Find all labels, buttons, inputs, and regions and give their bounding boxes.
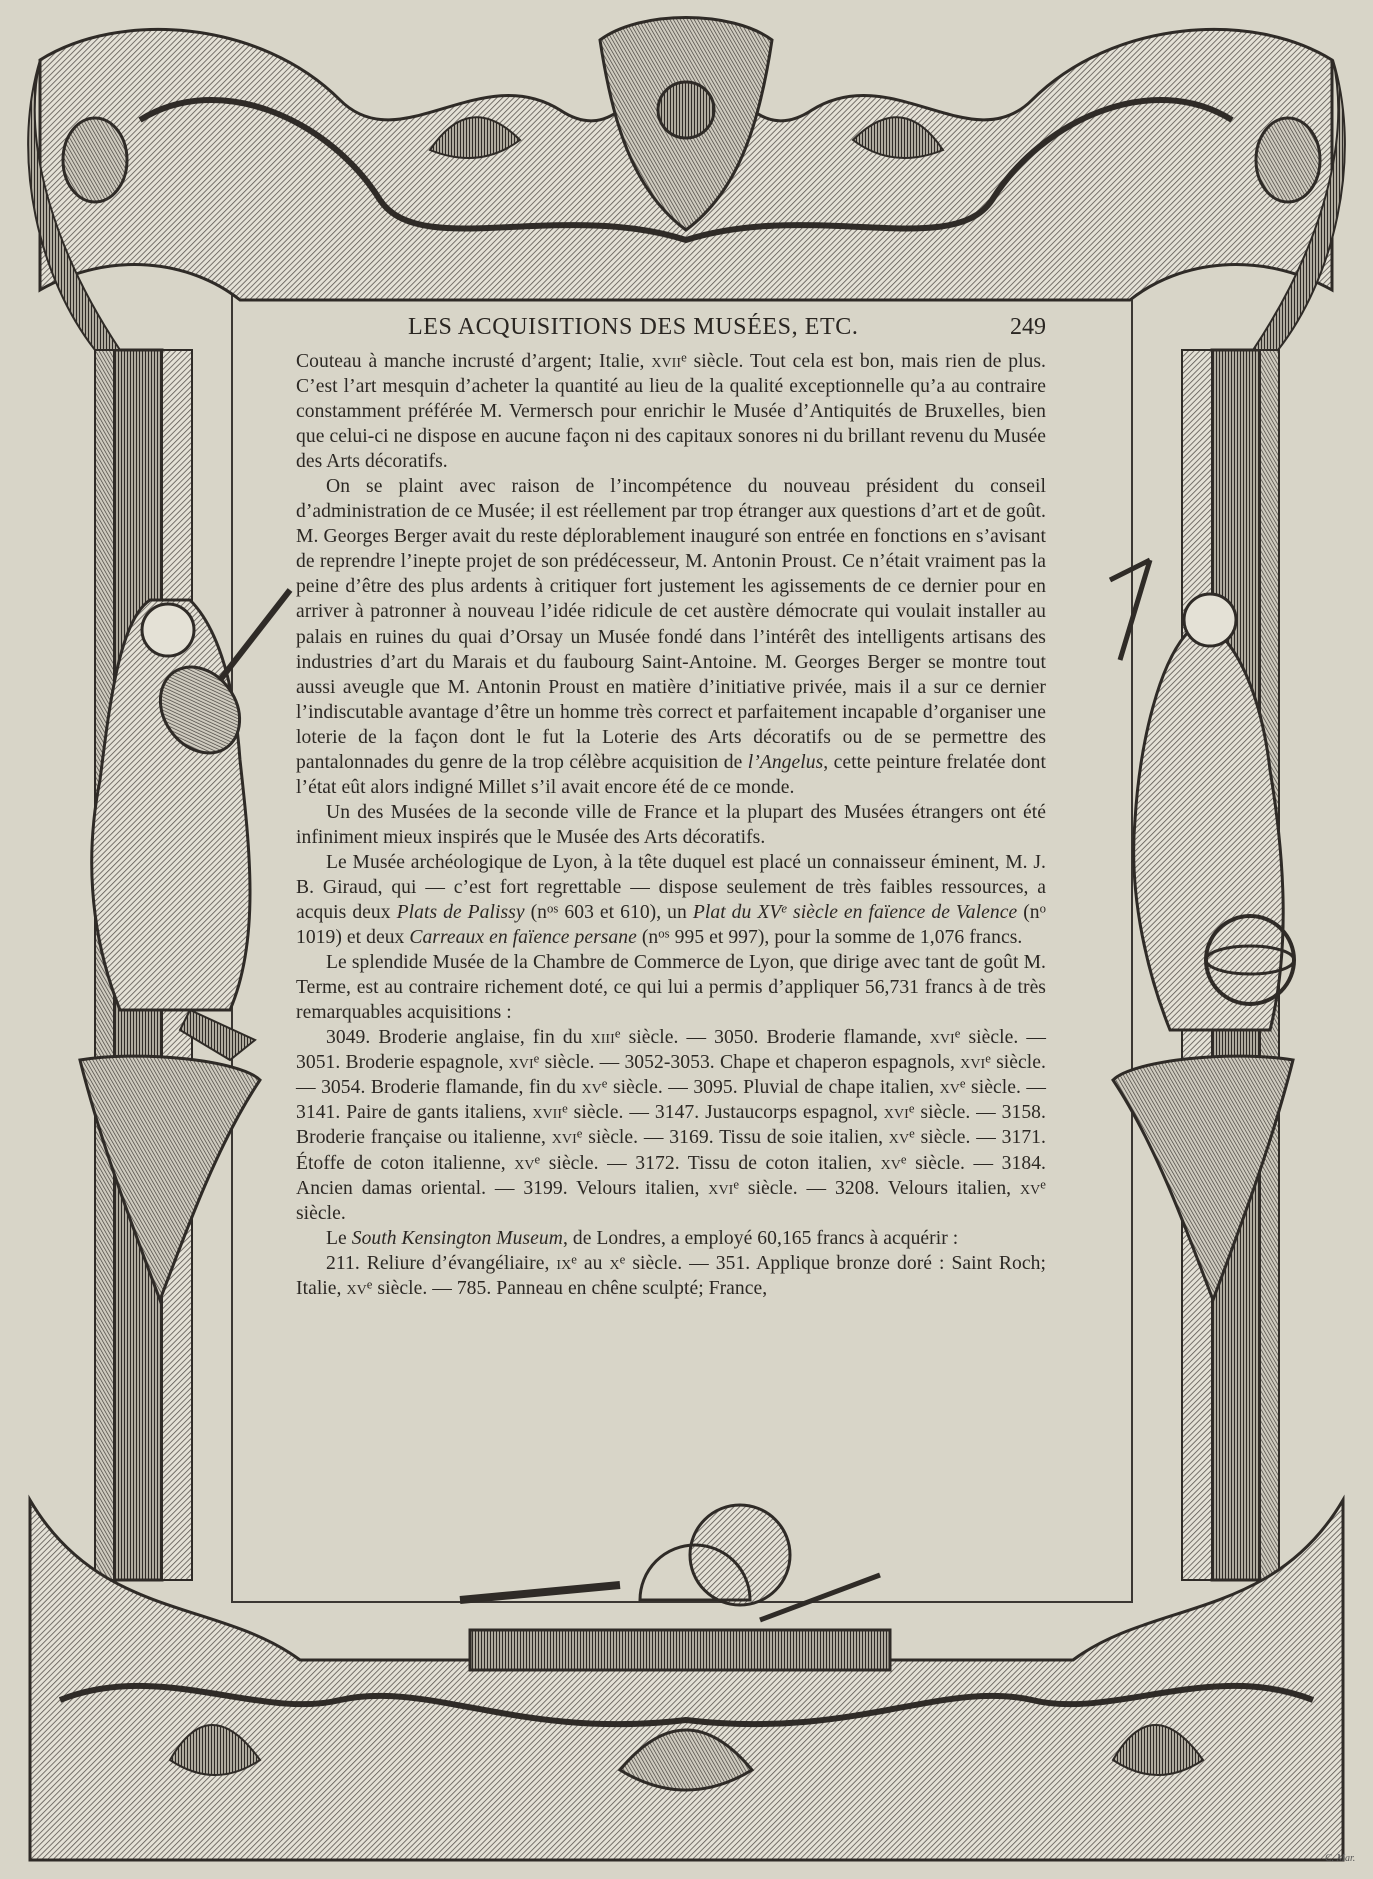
text-run: 211. Reliure d’évangéliaire, (326, 1252, 557, 1274)
superscript: e (614, 1026, 621, 1041)
page-number: 249 (1010, 314, 1046, 340)
century-numeral: xv (1019, 1177, 1041, 1199)
paragraph-7: Le South Kensington Museum, de Londres, a employé 60,165 francs à acquérir : (326, 1227, 959, 1249)
text-run: au (576, 1252, 610, 1274)
paragraph-3: Un des Musées de la seconde ville de France et la plupart des Musées étrangers ont été infiniment mieux inspirés que le Musée des Arts décoratifs. (296, 801, 1046, 848)
text-run: 3049. Broderie anglaise, fin du (326, 1027, 591, 1049)
century-numeral: xv (880, 1152, 901, 1174)
superscript: e (954, 1026, 961, 1041)
body-text (296, 349, 1046, 1301)
text-run: siècle. — 3208. Velours italien, (739, 1177, 1020, 1199)
text-run: siècle. (296, 1202, 346, 1224)
century-numeral: xv (581, 1077, 602, 1099)
superscript: e (366, 1277, 373, 1292)
century-numeral: xiii (590, 1027, 615, 1049)
running-title: LES ACQUISITIONS DES MUSÉES, ETC. (408, 314, 859, 340)
text-run: siècle. — 3050. Broderie flamande, (620, 1027, 930, 1049)
left-statue-musician (92, 590, 290, 1060)
text-run: siècle. — 3051. Broderie espagnole, (296, 1027, 1046, 1074)
paragraph-5: Le splendide Musée de la Chambre de Commerce de Lyon, que dirige avec tant de goût M. Terme, est au contraire richement doté, ce qui lui a permis d’appliquer 56,731 francs à de très remarquables acquisitions : (296, 952, 1046, 1024)
running-head (296, 314, 1046, 344)
text-run: siècle. — 3172. Tissu de coton italien, (540, 1152, 881, 1174)
paragraph-6-acquisitions-list (296, 1025, 1046, 1225)
paragraph-2: On se plaint avec raison de l’incompétence du nouveau président du conseil d’administration de ce Musée; il est réellement par trop étranger aux questions d’art et de goût. M. Georges Berger avait du reste déplorablement inauguré son entrée en fonctions en s’avisant de reprendre l’inepte projet de son prédécesseur, M. Antonin Proust. Ce n’était vraiment pas la peine d’être des plus ardents à critiquer fort justement les agissements de ce dernier pour en arriver à patronner à nouveau l’idée ridicule de cet austère démocrate qui voulait installer au palais en ruines du quai d’Orsay un Musée fondé dans l’intérêt des intelligents artisans des industries d’art du Marais et du faubourg Saint-Antoine. M. Georges Berger se montre tout aussi aveugle que M. Antonin Proust en matière d’initiative privée, mais il a sur ce dernier l’indiscutable avantage d’être un homme très correct et parfaitement incapable d’organiser une loterie de la façon dont le fut la Loterie des Arts décoratifs ou de se permettre des pantalonnades du genre de la trop célèbre acquisition de l’Angelus, cette peinture frelatée dont l’état eût alors indigné Millet s’il avait encore été de ce monde. (296, 476, 1046, 798)
century-numeral: xv (346, 1277, 367, 1299)
top-cartouche (40, 18, 1332, 301)
trophy-globe-instruments (460, 1505, 890, 1670)
superscript: e (571, 1251, 577, 1266)
engraver-signature: C. Mar. (1325, 1853, 1356, 1864)
text-run: siècle. — 3171. Étoffe de coton italienne, (296, 1127, 1046, 1174)
century-numeral: xvi (883, 1102, 909, 1124)
superscript: e (619, 1251, 626, 1266)
superscript: e (562, 1101, 568, 1116)
text-run: siècle. — 3147. Justaucorps espagnol, (567, 1102, 884, 1124)
paragraph-1: Couteau à manche incrusté d’argent; Italie, xvii$^e$ siècle. Tout cela est bon, mais rien de plus. C’est l’art mesquin d’acheter la quantité au lieu de la qualité exceptionnelle qu’a au contraire constamment préférée M. Vermersch pour enrichir le Musée d’Antiquités de Bruxelles, bien que celui-ci ne dispose en aucune façon ni des capitaux sonores ni du brillant revenu du Musée des Arts décoratifs. (296, 350, 1046, 473)
text-run: siècle. — 3095. Pluvial de chape italien, (607, 1077, 940, 1099)
century-numeral: xvi (929, 1027, 955, 1049)
superscript: e (959, 1076, 966, 1091)
century-numeral: xv (939, 1077, 960, 1099)
century-numeral: xvi (508, 1052, 534, 1074)
century-numeral: xv (514, 1152, 535, 1174)
text-run: siècle. — 3052-3053. Chape et chaperon espagnols, (539, 1052, 961, 1074)
superscript: e (909, 1126, 915, 1141)
text-run: siècle. — 3169. Tissu de soie italien, (582, 1127, 889, 1149)
text-run: siècle. — 785. Panneau en chêne sculpté; France, (372, 1277, 768, 1299)
bottom-cartouche (30, 1500, 1343, 1860)
century-numeral: xvi (551, 1127, 577, 1149)
superscript: e (985, 1051, 991, 1066)
text-run: siècle. — 351. Applique bronze doré : Saint Roch; Italie, (296, 1252, 1046, 1299)
century-numeral: ix (556, 1252, 572, 1274)
paragraph-8-acquisitions-list (296, 1251, 1046, 1301)
superscript: e (900, 1151, 907, 1166)
century-numeral: x (609, 1252, 620, 1274)
century-numeral: xvii (532, 1102, 563, 1124)
century-numeral: xv (888, 1127, 910, 1149)
century-numeral: xvi (960, 1052, 986, 1074)
century-numeral: xvi (708, 1177, 734, 1199)
superscript: e (534, 1151, 541, 1166)
superscript: e (533, 1051, 540, 1066)
superscript: e (576, 1126, 583, 1141)
superscript: e (1040, 1176, 1046, 1191)
text-run: siècle. — 3158. Broderie française ou italienne, (296, 1102, 1046, 1149)
superscript: e (908, 1101, 915, 1116)
superscript: e (601, 1076, 608, 1091)
text-run: siècle. — 3054. Broderie flamande, fin du (296, 1052, 1046, 1099)
text-run: siècle. — 3141. Paire de gants italiens, (296, 1077, 1046, 1124)
paragraph-4: Le Musée archéologique de Lyon, à la tête duquel est placé un connaisseur éminent, M. J. B. Giraud, qui — c’est fort regrettable — dispose seulement de très faibles ressources, a acquis deux Plats de Palissy ($n^{os}$ 603 et 610), un Plat du XVe siècle en faïence de Valence ($n^o$ 1019) et deux Carreaux en faïence persane ($n^{os}$ 995 et 997), pour la somme de 1,076 francs. (296, 851, 1047, 949)
superscript: e (733, 1176, 740, 1191)
text-run: siècle. — 3184. Ancien damas oriental. — 3199. Velours italien, (296, 1152, 1046, 1199)
